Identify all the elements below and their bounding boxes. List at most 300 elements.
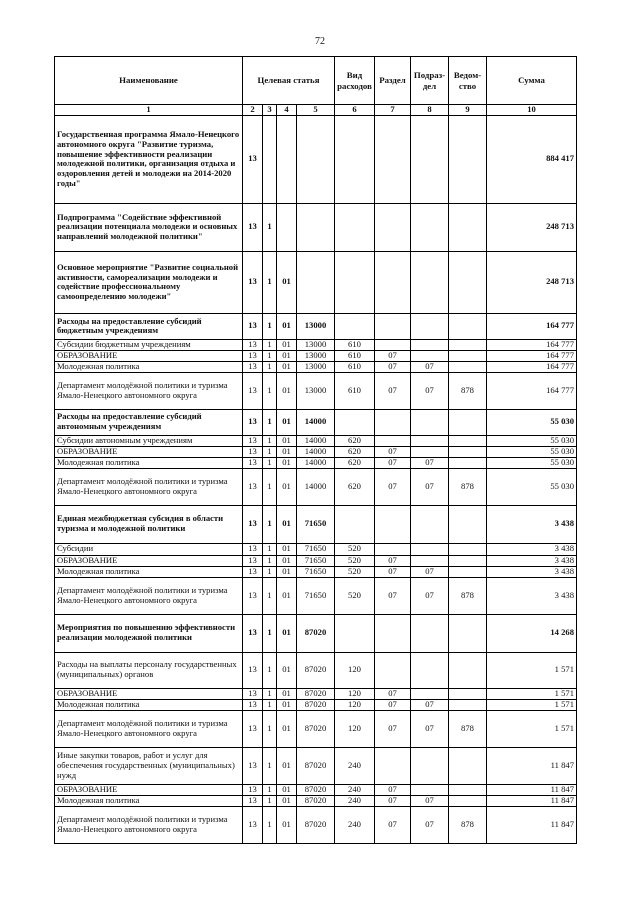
target-activity-code: 01 — [277, 372, 297, 409]
expense-type-code: 520 — [335, 566, 375, 577]
row-name: Единая межбюджетная субсидия в области туризма и молодежной политики — [55, 505, 243, 543]
subsection-code — [411, 339, 449, 350]
subsection-code — [411, 115, 449, 203]
target-subprogram-code: 1 — [263, 747, 277, 784]
target-program-code: 13 — [243, 468, 263, 505]
row-amount: 11 847 — [487, 747, 577, 784]
department-code — [449, 505, 487, 543]
section-code: 07 — [375, 446, 411, 457]
table-row — [55, 361, 577, 372]
table-row — [55, 806, 577, 843]
expense-type-code: 620 — [335, 457, 375, 468]
section-code: 07 — [375, 806, 411, 843]
target-program-code: 13 — [243, 313, 263, 339]
table-row — [55, 688, 577, 699]
target-subprogram-code — [263, 115, 277, 203]
header-name: Наименование — [55, 57, 243, 105]
table-row — [55, 457, 577, 468]
expense-type-code: 620 — [335, 446, 375, 457]
subsection-code: 07 — [411, 577, 449, 614]
header-target-article: Целевая статья — [243, 57, 335, 105]
target-subprogram-code: 1 — [263, 203, 277, 251]
target-program-code: 13 — [243, 795, 263, 806]
target-direction-code: 87020 — [297, 747, 335, 784]
target-program-code: 13 — [243, 577, 263, 614]
expense-type-code — [335, 505, 375, 543]
department-code — [449, 435, 487, 446]
department-code — [449, 409, 487, 435]
row-name: Подпрограмма "Содействие эффективной реализации потенциала молодежи и основных направлений молодежной политики" — [55, 203, 243, 251]
row-name: Молодежная политика — [55, 699, 243, 710]
target-subprogram-code: 1 — [263, 688, 277, 699]
subsection-code — [411, 688, 449, 699]
section-code: 07 — [375, 688, 411, 699]
department-code — [449, 457, 487, 468]
table-row — [55, 251, 577, 313]
row-amount: 164 777 — [487, 313, 577, 339]
column-number: 6 — [335, 105, 375, 116]
target-program-code: 13 — [243, 361, 263, 372]
section-code — [375, 652, 411, 688]
row-name: ОБРАЗОВАНИЕ — [55, 446, 243, 457]
row-amount: 14 268 — [487, 614, 577, 652]
target-subprogram-code: 1 — [263, 409, 277, 435]
target-program-code: 13 — [243, 457, 263, 468]
target-subprogram-code: 1 — [263, 457, 277, 468]
section-code: 07 — [375, 555, 411, 566]
department-code — [449, 566, 487, 577]
table-row — [55, 699, 577, 710]
header-row — [55, 57, 577, 105]
target-program-code: 13 — [243, 115, 263, 203]
table-row — [55, 203, 577, 251]
row-name: Мероприятия по повышению эффективности реализации молодежной политики — [55, 614, 243, 652]
expense-type-code: 240 — [335, 806, 375, 843]
target-activity-code: 01 — [277, 446, 297, 457]
row-amount: 884 417 — [487, 115, 577, 203]
expense-type-code: 620 — [335, 435, 375, 446]
target-direction-code: 87020 — [297, 710, 335, 747]
table-row — [55, 505, 577, 543]
target-subprogram-code: 1 — [263, 566, 277, 577]
subsection-code — [411, 543, 449, 555]
target-subprogram-code: 1 — [263, 784, 277, 795]
subsection-code: 07 — [411, 468, 449, 505]
row-amount: 1 571 — [487, 710, 577, 747]
row-amount: 55 030 — [487, 468, 577, 505]
target-program-code: 13 — [243, 203, 263, 251]
row-name: Департамент молодёжной политики и туризма Ямало-Ненецкого автономного округа — [55, 710, 243, 747]
target-subprogram-code: 1 — [263, 543, 277, 555]
table-row — [55, 350, 577, 361]
table-row — [55, 795, 577, 806]
target-subprogram-code: 1 — [263, 710, 277, 747]
expense-type-code: 240 — [335, 784, 375, 795]
row-name: Субсидии бюджетным учреждениям — [55, 339, 243, 350]
target-direction-code — [297, 115, 335, 203]
table-row — [55, 372, 577, 409]
target-subprogram-code: 1 — [263, 468, 277, 505]
table-row — [55, 710, 577, 747]
department-code: 878 — [449, 806, 487, 843]
section-code: 07 — [375, 468, 411, 505]
table-row — [55, 115, 577, 203]
row-name: Иные закупки товаров, работ и услуг для обеспечения государственных (муниципальных) нужд — [55, 747, 243, 784]
row-name: Департамент молодёжной политики и туризма Ямало-Ненецкого автономного округа — [55, 577, 243, 614]
target-direction-code: 13000 — [297, 361, 335, 372]
table-row — [55, 468, 577, 505]
table-row — [55, 543, 577, 555]
target-activity-code: 01 — [277, 699, 297, 710]
row-amount: 3 438 — [487, 543, 577, 555]
subsection-code — [411, 505, 449, 543]
department-code — [449, 446, 487, 457]
expense-type-code: 520 — [335, 543, 375, 555]
target-direction-code: 14000 — [297, 409, 335, 435]
department-code — [449, 313, 487, 339]
target-program-code: 13 — [243, 566, 263, 577]
subsection-code — [411, 435, 449, 446]
row-amount: 248 713 — [487, 251, 577, 313]
department-code — [449, 251, 487, 313]
target-subprogram-code: 1 — [263, 806, 277, 843]
target-program-code: 13 — [243, 435, 263, 446]
row-amount: 248 713 — [487, 203, 577, 251]
expense-type-code: 620 — [335, 468, 375, 505]
subsection-code: 07 — [411, 372, 449, 409]
subsection-code — [411, 409, 449, 435]
expense-type-code: 120 — [335, 710, 375, 747]
row-amount: 3 438 — [487, 505, 577, 543]
row-amount: 164 777 — [487, 339, 577, 350]
target-program-code: 13 — [243, 543, 263, 555]
subsection-code — [411, 446, 449, 457]
column-number: 9 — [449, 105, 487, 116]
row-name: Департамент молодёжной политики и туризма Ямало-Ненецкого автономного округа — [55, 468, 243, 505]
subsection-code — [411, 555, 449, 566]
target-program-code: 13 — [243, 688, 263, 699]
row-name: Департамент молодёжной политики и туризма Ямало-Ненецкого автономного округа — [55, 372, 243, 409]
row-amount: 1 571 — [487, 688, 577, 699]
column-number: 5 — [297, 105, 335, 116]
subsection-code: 07 — [411, 710, 449, 747]
target-program-code: 13 — [243, 710, 263, 747]
target-program-code: 13 — [243, 784, 263, 795]
target-program-code: 13 — [243, 699, 263, 710]
section-code — [375, 251, 411, 313]
subsection-code — [411, 784, 449, 795]
row-name: ОБРАЗОВАНИЕ — [55, 350, 243, 361]
department-code — [449, 699, 487, 710]
row-name: Молодежная политика — [55, 566, 243, 577]
table-row — [55, 652, 577, 688]
section-code: 07 — [375, 566, 411, 577]
budget-table — [54, 56, 577, 844]
target-direction-code: 87020 — [297, 652, 335, 688]
row-amount: 164 777 — [487, 361, 577, 372]
subsection-code: 07 — [411, 795, 449, 806]
column-number: 3 — [263, 105, 277, 116]
target-activity-code: 01 — [277, 339, 297, 350]
subsection-code: 07 — [411, 699, 449, 710]
table-row — [55, 435, 577, 446]
target-direction-code: 71650 — [297, 577, 335, 614]
target-activity-code: 01 — [277, 361, 297, 372]
target-subprogram-code: 1 — [263, 372, 277, 409]
target-direction-code: 87020 — [297, 688, 335, 699]
target-activity-code: 01 — [277, 251, 297, 313]
row-amount: 11 847 — [487, 795, 577, 806]
column-number-row — [55, 105, 577, 116]
target-subprogram-code: 1 — [263, 313, 277, 339]
target-direction-code: 71650 — [297, 505, 335, 543]
target-subprogram-code: 1 — [263, 251, 277, 313]
department-code — [449, 361, 487, 372]
target-activity-code: 01 — [277, 313, 297, 339]
row-name: Субсидии автономным учреждениям — [55, 435, 243, 446]
target-subprogram-code: 1 — [263, 577, 277, 614]
target-program-code: 13 — [243, 251, 263, 313]
column-number: 7 — [375, 105, 411, 116]
target-activity-code: 01 — [277, 409, 297, 435]
department-code — [449, 688, 487, 699]
column-number: 8 — [411, 105, 449, 116]
target-program-code: 13 — [243, 806, 263, 843]
target-activity-code: 01 — [277, 505, 297, 543]
target-subprogram-code: 1 — [263, 505, 277, 543]
section-code — [375, 409, 411, 435]
subsection-code — [411, 251, 449, 313]
target-direction-code: 87020 — [297, 784, 335, 795]
target-direction-code — [297, 203, 335, 251]
row-amount: 164 777 — [487, 372, 577, 409]
row-name: ОБРАЗОВАНИЕ — [55, 784, 243, 795]
target-activity-code: 01 — [277, 543, 297, 555]
target-subprogram-code: 1 — [263, 361, 277, 372]
target-activity-code: 01 — [277, 806, 297, 843]
subsection-code — [411, 747, 449, 784]
target-subprogram-code: 1 — [263, 795, 277, 806]
row-name: Департамент молодёжной политики и туризма Ямало-Ненецкого автономного округа — [55, 806, 243, 843]
expense-type-code: 240 — [335, 747, 375, 784]
expense-type-code: 610 — [335, 339, 375, 350]
department-code — [449, 203, 487, 251]
department-code — [449, 115, 487, 203]
page-number: 72 — [315, 36, 325, 47]
target-direction-code: 13000 — [297, 313, 335, 339]
target-direction-code: 14000 — [297, 435, 335, 446]
department-code — [449, 543, 487, 555]
table-row — [55, 555, 577, 566]
target-program-code: 13 — [243, 446, 263, 457]
target-activity-code — [277, 115, 297, 203]
expense-type-code — [335, 115, 375, 203]
column-number: 10 — [487, 105, 577, 116]
section-code — [375, 115, 411, 203]
section-code: 07 — [375, 361, 411, 372]
row-name: Расходы на выплаты персоналу государственных (муниципальных) органов — [55, 652, 243, 688]
section-code — [375, 543, 411, 555]
target-direction-code: 87020 — [297, 614, 335, 652]
expense-type-code: 520 — [335, 555, 375, 566]
row-name: Молодежная политика — [55, 795, 243, 806]
expense-type-code — [335, 409, 375, 435]
table-row — [55, 577, 577, 614]
table-row — [55, 409, 577, 435]
target-direction-code: 87020 — [297, 699, 335, 710]
row-amount: 1 571 — [487, 652, 577, 688]
row-amount: 3 438 — [487, 577, 577, 614]
department-code — [449, 784, 487, 795]
target-program-code: 13 — [243, 505, 263, 543]
target-program-code: 13 — [243, 652, 263, 688]
target-direction-code: 13000 — [297, 372, 335, 409]
table-row — [55, 313, 577, 339]
header-expense-type: Вид расходов — [335, 57, 375, 105]
target-activity-code: 01 — [277, 457, 297, 468]
target-activity-code: 01 — [277, 555, 297, 566]
row-name: Государственная программа Ямало-Ненецкого автономного округа "Развитие туризма, повышение эффективности реализации молодежной политики, организация отдыха и оздоровления детей и молодежи на 2014-2020 годы" — [55, 115, 243, 203]
target-activity-code: 01 — [277, 747, 297, 784]
subsection-code: 07 — [411, 361, 449, 372]
table-row — [55, 747, 577, 784]
target-subprogram-code: 1 — [263, 614, 277, 652]
expense-type-code — [335, 313, 375, 339]
column-number: 2 — [243, 105, 263, 116]
target-activity-code: 01 — [277, 566, 297, 577]
row-name: ОБРАЗОВАНИЕ — [55, 688, 243, 699]
target-direction-code: 71650 — [297, 566, 335, 577]
expense-type-code — [335, 251, 375, 313]
department-code — [449, 795, 487, 806]
section-code: 07 — [375, 372, 411, 409]
section-code: 07 — [375, 699, 411, 710]
subsection-code: 07 — [411, 806, 449, 843]
department-code — [449, 350, 487, 361]
target-direction-code: 13000 — [297, 350, 335, 361]
target-activity-code: 01 — [277, 350, 297, 361]
department-code — [449, 339, 487, 350]
target-subprogram-code: 1 — [263, 699, 277, 710]
target-subprogram-code: 1 — [263, 652, 277, 688]
department-code: 878 — [449, 372, 487, 409]
row-name: ОБРАЗОВАНИЕ — [55, 555, 243, 566]
subsection-code: 07 — [411, 566, 449, 577]
target-direction-code: 14000 — [297, 446, 335, 457]
table-row — [55, 566, 577, 577]
expense-type-code: 610 — [335, 350, 375, 361]
row-amount: 55 030 — [487, 435, 577, 446]
target-direction-code: 71650 — [297, 555, 335, 566]
department-code — [449, 747, 487, 784]
target-program-code: 13 — [243, 350, 263, 361]
target-subprogram-code: 1 — [263, 446, 277, 457]
header-section: Раздел — [375, 57, 411, 105]
target-direction-code: 14000 — [297, 468, 335, 505]
row-amount: 55 030 — [487, 409, 577, 435]
target-activity-code: 01 — [277, 795, 297, 806]
target-program-code: 13 — [243, 614, 263, 652]
subsection-code — [411, 203, 449, 251]
target-direction-code: 87020 — [297, 806, 335, 843]
target-activity-code: 01 — [277, 577, 297, 614]
row-name: Расходы на предоставление субсидий бюджетным учреждениям — [55, 313, 243, 339]
target-direction-code — [297, 251, 335, 313]
row-name: Молодежная политика — [55, 361, 243, 372]
column-number: 1 — [55, 105, 243, 116]
target-program-code: 13 — [243, 409, 263, 435]
target-subprogram-code: 1 — [263, 435, 277, 446]
expense-type-code: 610 — [335, 361, 375, 372]
header-subsection: Подраз-дел — [411, 57, 449, 105]
target-subprogram-code: 1 — [263, 555, 277, 566]
target-program-code: 13 — [243, 372, 263, 409]
target-subprogram-code: 1 — [263, 350, 277, 361]
department-code: 878 — [449, 468, 487, 505]
section-code — [375, 747, 411, 784]
section-code — [375, 313, 411, 339]
row-amount: 11 847 — [487, 806, 577, 843]
subsection-code: 07 — [411, 457, 449, 468]
subsection-code — [411, 652, 449, 688]
table-row — [55, 784, 577, 795]
row-amount: 55 030 — [487, 446, 577, 457]
expense-type-code: 120 — [335, 688, 375, 699]
row-name: Субсидии — [55, 543, 243, 555]
section-code: 07 — [375, 784, 411, 795]
target-activity-code — [277, 203, 297, 251]
section-code: 07 — [375, 457, 411, 468]
header-amount: Сумма — [487, 57, 577, 105]
target-activity-code: 01 — [277, 784, 297, 795]
section-code: 07 — [375, 350, 411, 361]
section-code: 07 — [375, 795, 411, 806]
row-amount: 164 777 — [487, 350, 577, 361]
target-program-code: 13 — [243, 555, 263, 566]
table-row — [55, 446, 577, 457]
row-name: Основное мероприятие "Развитие социальной активности, самореализации молодежи и содействие профессиональному самоопределению молодежи" — [55, 251, 243, 313]
table-row — [55, 614, 577, 652]
target-direction-code: 13000 — [297, 339, 335, 350]
target-direction-code: 14000 — [297, 457, 335, 468]
section-code — [375, 435, 411, 446]
header-department: Ведом-ство — [449, 57, 487, 105]
department-code — [449, 652, 487, 688]
row-amount: 3 438 — [487, 566, 577, 577]
section-code — [375, 339, 411, 350]
department-code — [449, 555, 487, 566]
target-program-code: 13 — [243, 339, 263, 350]
expense-type-code: 120 — [335, 652, 375, 688]
department-code: 878 — [449, 710, 487, 747]
row-name: Расходы на предоставление субсидий автономным учреждениям — [55, 409, 243, 435]
target-subprogram-code: 1 — [263, 339, 277, 350]
expense-type-code: 520 — [335, 577, 375, 614]
table-row — [55, 339, 577, 350]
target-activity-code: 01 — [277, 688, 297, 699]
target-direction-code: 87020 — [297, 795, 335, 806]
target-activity-code: 01 — [277, 468, 297, 505]
department-code: 878 — [449, 577, 487, 614]
target-program-code: 13 — [243, 747, 263, 784]
row-amount: 1 571 — [487, 699, 577, 710]
row-amount: 11 847 — [487, 784, 577, 795]
expense-type-code — [335, 614, 375, 652]
section-code: 07 — [375, 577, 411, 614]
expense-type-code: 120 — [335, 699, 375, 710]
target-activity-code: 01 — [277, 710, 297, 747]
row-name: Молодежная политика — [55, 457, 243, 468]
